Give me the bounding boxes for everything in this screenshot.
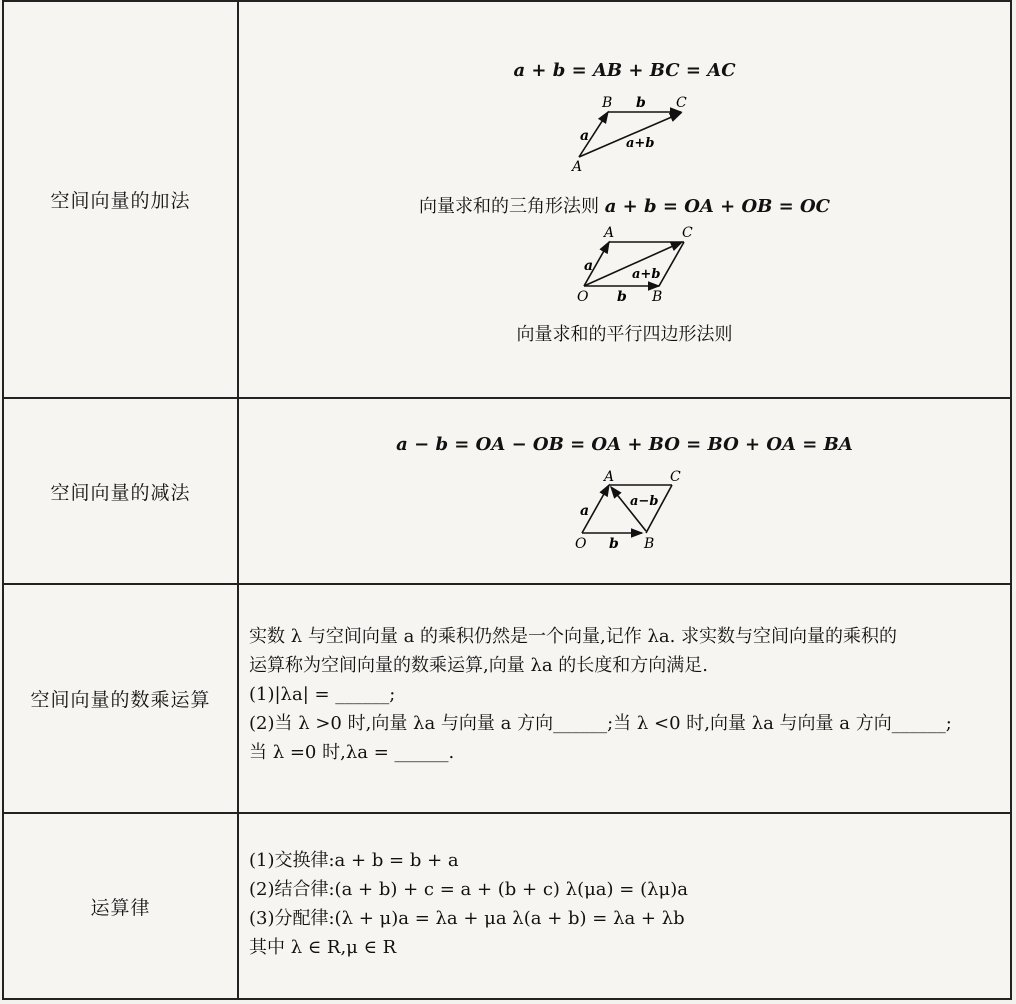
label-sum: a+b (626, 136, 655, 151)
scalar-line-5: 当 λ =0 时,λa = ______. (249, 742, 455, 763)
scalar-content (239, 622, 1010, 767)
laws-line-1: (1)交换律:a + b = b + a (249, 850, 459, 871)
parallelogram-caption: 向量求和的平行四边形法则 (516, 324, 733, 345)
addition-content (239, 2, 1010, 397)
laws-line-2: (2)结合律:(a + b) + c = a + (b + c) λ(μa) = (λμ)a (249, 879, 688, 900)
triangle-figure (564, 92, 694, 177)
point-O: O (577, 289, 589, 305)
addition-formula: a + b = AB + BC = AC (513, 60, 736, 81)
point-A: A (604, 469, 615, 485)
triangle-caption (239, 192, 1010, 218)
parallelogram-figure (564, 224, 704, 309)
point-B: B (644, 536, 655, 549)
label-b: b (617, 289, 627, 305)
point-C: C (682, 225, 693, 241)
triangle-formula: a + b = OA + OB = OC (604, 196, 830, 217)
subtraction-content (239, 399, 1010, 583)
label-b: b (609, 536, 619, 549)
point-B: B (602, 95, 613, 111)
operations-table (2, 0, 1012, 1000)
scalar-line-3: (1)|λa| = ______; (249, 684, 396, 705)
point-A: A (604, 225, 615, 241)
point-B: B (652, 289, 663, 305)
row-laws (4, 814, 1010, 1000)
point-A: A (572, 159, 583, 175)
subtraction-figure (564, 469, 694, 549)
label-a: a (580, 503, 590, 519)
label-a: a (580, 128, 590, 144)
row-scalar (4, 585, 1010, 814)
triangle-caption-text: 向量求和的三角形法则 (419, 196, 599, 217)
point-C: C (676, 95, 687, 111)
scalar-line-2: 运算称为空间向量的数乘运算,向量 λa 的长度和方向满足. (249, 655, 709, 676)
subtraction-formula: a − b = OA − OB = OA + BO = BO + OA = BA (396, 434, 853, 455)
label-sum: a+b (632, 267, 661, 282)
point-O: O (575, 536, 587, 549)
laws-line-3: (3)分配律:(λ + μ)a = λa + μa λ(a + b) = λa + λb (249, 908, 685, 929)
point-C: C (670, 469, 681, 485)
row-addition (4, 2, 1010, 399)
laws-content (239, 846, 1010, 962)
label-diff: a−b (630, 494, 659, 509)
edge-BC (646, 485, 672, 533)
scalar-line-1: 实数 λ 与空间向量 a 的乘积仍然是一个向量,记作 λa. 求实数与空间向量的乘积的 (249, 626, 898, 647)
row-label-subtraction: 空间向量的减法 (50, 481, 191, 504)
row-label-laws: 运算律 (90, 896, 151, 919)
edge-BC (659, 242, 684, 286)
row-subtraction (4, 399, 1010, 585)
label-a: a (584, 258, 594, 274)
row-label-addition: 空间向量的加法 (50, 190, 191, 212)
scalar-line-4: (2)当 λ >0 时,向量 λa 与向量 a 方向______;当 λ <0 时,向量 λa 与向量 a 方向______; (249, 713, 952, 734)
row-label-scalar: 空间向量的数乘运算 (30, 689, 211, 711)
label-b: b (636, 95, 646, 111)
laws-line-4: 其中 λ ∈ R,μ ∈ R (249, 937, 397, 958)
